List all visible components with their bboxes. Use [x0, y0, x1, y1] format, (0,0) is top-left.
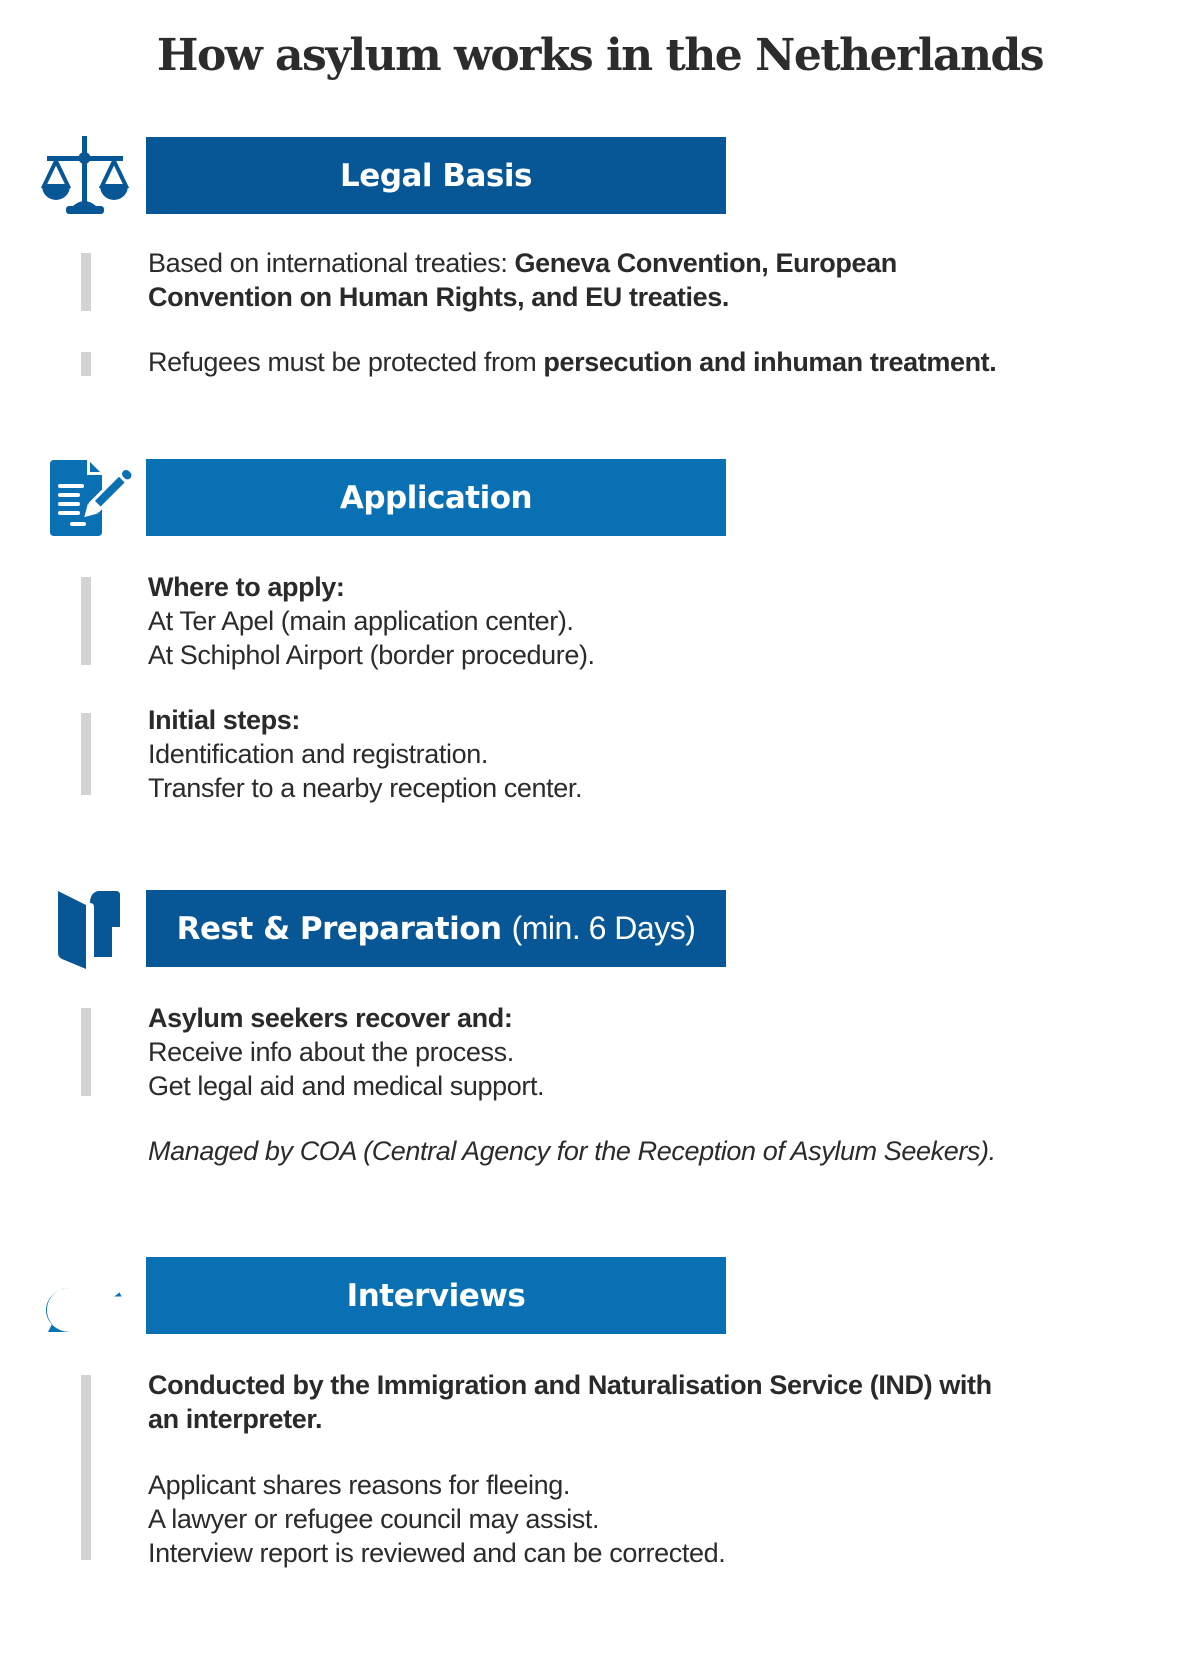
text-bold: Where to apply: [148, 572, 345, 602]
section-header-interviews [146, 1257, 726, 1334]
text-line: Transfer to a nearby reception center. [148, 773, 583, 803]
divider-bar [81, 1008, 91, 1096]
section-title: Application [339, 479, 533, 516]
text-line: A lawyer or refugee council may assist. [148, 1504, 600, 1534]
divider-bar [81, 1375, 91, 1560]
section-title: Legal Basis [340, 157, 532, 194]
document-edit-icon [40, 456, 132, 540]
text-line: Applicant shares reasons for fleeing. [148, 1470, 570, 1500]
section-header-legal-basis [146, 137, 726, 214]
divider-bar [81, 253, 91, 311]
divider-bar [81, 352, 91, 376]
section-title: Rest & Preparation [176, 910, 502, 947]
divider-bar [81, 577, 91, 665]
section-header-rest-preparation [146, 890, 726, 967]
text-line: Get legal aid and medical support. [148, 1071, 545, 1101]
rest-recover [148, 1001, 1048, 1103]
interviews-conducted [148, 1368, 1008, 1436]
text-line: Interview report is reviewed and can be corrected. [148, 1538, 726, 1568]
section-title-suffix: (min. 6 Days) [511, 910, 696, 946]
scales-of-justice-icon [40, 134, 132, 218]
folder-icon [40, 887, 132, 971]
text-bold: persecution and inhuman treatment. [543, 347, 997, 377]
text-bold: Initial steps: [148, 705, 300, 735]
text-bold: Geneva Convention, European Convention on Human Rights, and EU treaties. [148, 248, 897, 312]
text-line: At Schiphol Airport (border procedure). [148, 640, 595, 670]
legal-basis-treaties [148, 246, 1048, 314]
svg-text:?: ? [92, 1262, 110, 1295]
text-line: At Ter Apel (main application center). [148, 606, 574, 636]
text-normal: Refugees must be protected from [148, 347, 544, 377]
legal-basis-protection [148, 345, 1148, 379]
interviews-details [148, 1468, 1048, 1570]
text-bold: Conducted by the Immigration and Naturalisation Service (IND) with an interpreter. [148, 1370, 992, 1434]
managed-by-coa: Managed by COA (Central Agency for the Reception of Asylum Seekers). [148, 1136, 996, 1166]
text-line: Identification and registration. [148, 739, 488, 769]
section-title: Interviews [346, 1277, 526, 1314]
chat-question-icon [40, 1254, 132, 1338]
page-title: How asylum works in the Netherlands [156, 30, 1044, 81]
section-header-application [146, 459, 726, 536]
divider-bar [81, 713, 91, 795]
initial-steps [148, 703, 1048, 805]
text-line: Receive info about the process. [148, 1037, 514, 1067]
text-bold: Asylum seekers recover and: [148, 1003, 513, 1033]
where-to-apply [148, 570, 1048, 672]
text-normal: Based on international treaties: [148, 248, 515, 278]
